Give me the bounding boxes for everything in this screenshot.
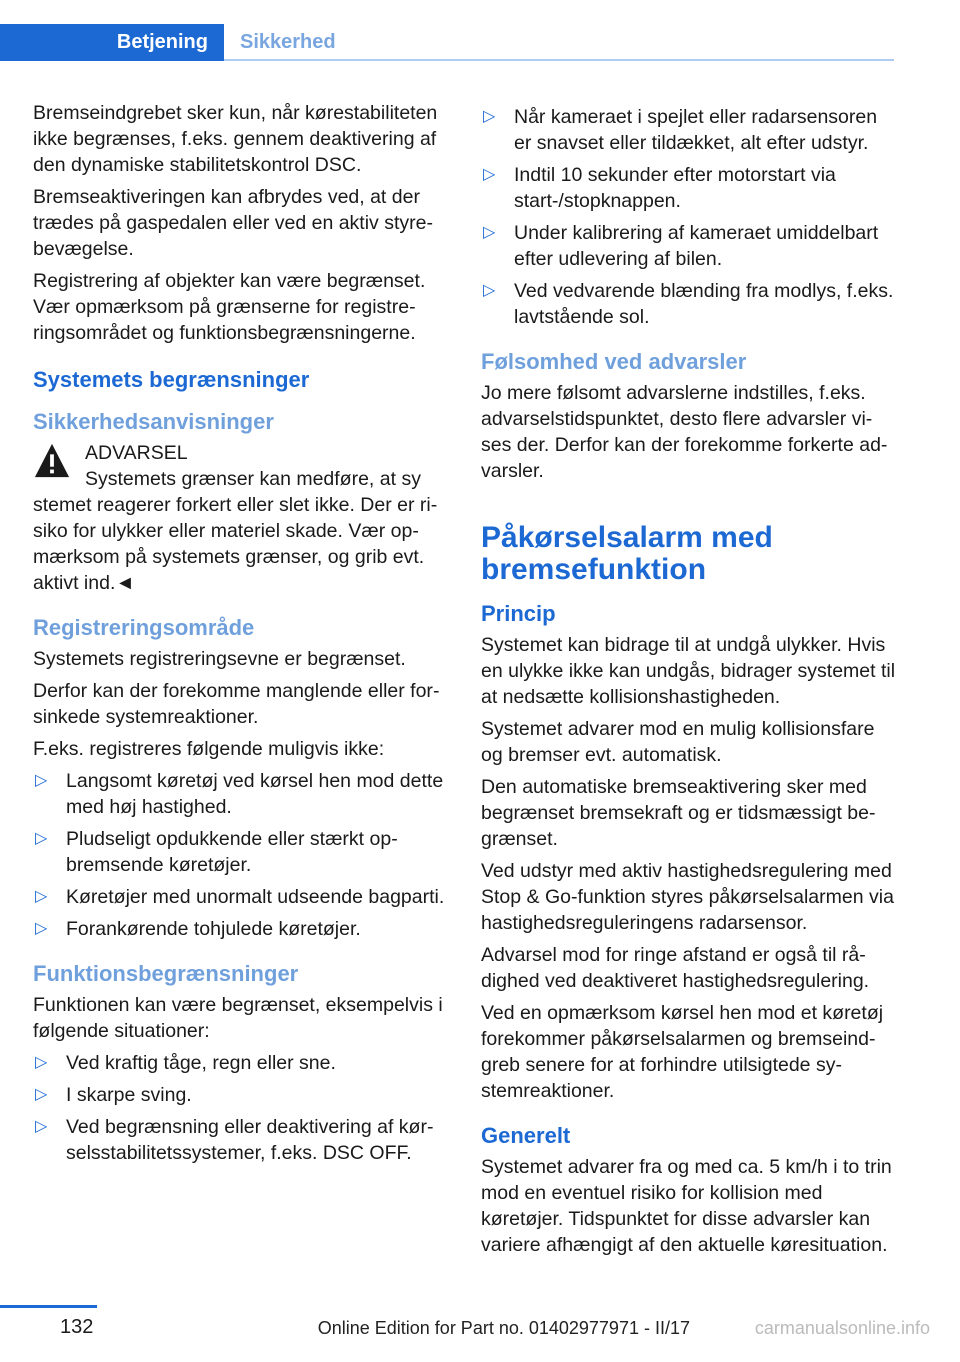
list-item: ▷ Indtil 10 sekunder efter motorstart via start-/stopknappen. bbox=[483, 164, 836, 212]
heading-range: Registreringsområde bbox=[33, 615, 255, 640]
bullet-icon: ▷ bbox=[35, 772, 48, 789]
bullet-icon: ▷ bbox=[483, 108, 496, 125]
heading-general: Generelt bbox=[481, 1123, 571, 1148]
heading-collision-warning: Påkørselsalarm med bremsefunktion bbox=[481, 521, 773, 586]
list-item: ▷ Ved begrænsning eller deaktivering af kørselsstabilitetssystemer, f.eks. DSC OFF. bbox=[35, 1116, 434, 1164]
bullet-icon: ▷ bbox=[35, 1118, 48, 1135]
paragraph: Bremseaktiveringen kan afbrydes ved, at der trædes på gaspedalen eller ved en aktiv styrebevægelse. bbox=[33, 186, 433, 260]
list-item: ▷ Forankørende tohjulede køretøjer. bbox=[35, 918, 361, 940]
bullet-icon: ▷ bbox=[483, 224, 496, 241]
header-bar bbox=[0, 24, 894, 61]
paragraph: Jo mere følsomt advarslerne indstilles, f.eks. advarselstidspunktet, desto flere advarsler vises der. Derfor kan der forekomme forkerte advarsler. bbox=[481, 382, 888, 482]
list-item: ▷ Ved kraftig tåge, regn eller sne. bbox=[35, 1052, 336, 1074]
heading-limits: Systemets begrænsninger bbox=[33, 367, 310, 392]
paragraph: Den automatiske bremseaktivering sker med begrænset bremsekraft og er tidsmæssigt begrænset. bbox=[481, 776, 876, 850]
paragraph: Systemet kan bidrage til at undgå ulykker. Hvis en ulykke ikke kan undgås, bidrager systemet til at nedsætte kollisionshastigheden. bbox=[481, 634, 896, 708]
bullet-icon: ▷ bbox=[35, 888, 48, 905]
heading-principle: Princip bbox=[481, 601, 556, 626]
edition-text: Online Edition for Part no. 01402977971 - II/17 bbox=[317, 1318, 690, 1338]
list-item: ▷ Under kalibrering af kameraet umiddelbart efter udlevering af bilen. bbox=[483, 222, 879, 270]
list-item: ▷ Når kameraet i spejlet eller radarsensoren er snavset eller tildækket, alt efter udstyr. bbox=[483, 106, 878, 154]
list-situations-cont bbox=[481, 104, 896, 330]
right-column bbox=[481, 100, 896, 1264]
heading-function: Funktionsbegrænsninger bbox=[33, 961, 299, 986]
warning-first-line: Systemets grænser kan medføre, at sy bbox=[85, 468, 421, 490]
paragraph: Bremseindgrebet sker kun, når kørestabiliteten ikke begrænses, f.eks. gennem deaktivering af den dynamiske stabilitetskontrol DSC. bbox=[33, 102, 438, 176]
list-item: ▷ Køretøjer med unormalt udseende bagparti. bbox=[35, 886, 445, 908]
list-item: ▷ Langsomt køretøj ved kørsel hen mod dette med høj hastighed. bbox=[35, 770, 444, 818]
page-number: 132 bbox=[60, 1316, 94, 1338]
header-divider bbox=[0, 59, 894, 61]
paragraph: Funktionen kan være begrænset, eksempelvis i følgende situationer: bbox=[33, 994, 443, 1042]
list-item: ▷ Ved vedvarende blænding fra modlys, f.eks. lavtstående sol. bbox=[483, 280, 894, 328]
warning-triangle-icon bbox=[33, 442, 71, 480]
warning-text: stemet reagerer forkert eller slet ikke. Der er risiko for ulykker eller materiel skade. Vær opmærksom på systemets grænser, og grib evt. aktivt ind.◄ bbox=[33, 494, 438, 594]
bullet-icon: ▷ bbox=[483, 166, 496, 183]
footer-divider bbox=[0, 1305, 97, 1308]
bullet-icon: ▷ bbox=[35, 830, 48, 847]
warning-label: ADVARSEL bbox=[85, 442, 188, 464]
paragraph: Ved udstyr med aktiv hastighedsregulering med Stop & Go-funktion styres påkørselsalarmen via hastighedsreguleringens radarsensor. bbox=[481, 860, 894, 934]
list-item: ▷ Pludseligt opdukkende eller stærkt opbremsende køretøjer. bbox=[35, 828, 398, 876]
left-column bbox=[33, 100, 453, 1174]
paragraph: Systemet advarer mod en mulig kollisionsfare og bremser evt. automatisk. bbox=[481, 718, 875, 766]
bullet-icon: ▷ bbox=[35, 1086, 48, 1103]
watermark: carmanualsonline.info bbox=[754, 1318, 930, 1338]
paragraph: Registrering af objekter kan være begrænset. Vær opmærksom på grænserne for registreringsområdet og funktionsbegrænsningerne. bbox=[33, 270, 426, 344]
heading-safety: Sikkerhedsanvisninger bbox=[33, 409, 274, 434]
list-situations bbox=[33, 1050, 453, 1166]
tab-sikkerhed[interactable]: Sikkerhed bbox=[240, 31, 336, 53]
warning-box bbox=[33, 440, 453, 596]
paragraph: Derfor kan der forekomme manglende eller forsinkede systemreaktioner. bbox=[33, 680, 440, 728]
list-item: ▷ I skarpe sving. bbox=[35, 1084, 192, 1106]
paragraph: Advarsel mod for ringe afstand er også til rådighed ved deaktiveret hastighedsregulering. bbox=[481, 944, 870, 992]
paragraph: Ved en opmærksom kørsel hen mod et køretøj forekommer påkørselsalarmen og bremseindgreb senere for at forhindre utilsigtede systemreaktioner. bbox=[481, 1002, 884, 1102]
paragraph: Systemet advarer fra og med ca. 5 km/h i to trin mod en eventuel risiko for kollision med køretøjer. Tidspunktet for disse advarsler kan variere afhængigt af den aktuelle køresituation. bbox=[481, 1156, 892, 1256]
heading-sensitivity: Følsomhed ved advarsler bbox=[481, 349, 747, 374]
tab-betjening[interactable]: Betjening bbox=[0, 24, 224, 61]
bullet-icon: ▷ bbox=[35, 1054, 48, 1071]
bullet-icon: ▷ bbox=[483, 282, 496, 299]
paragraph: F.eks. registreres følgende muligvis ikke: bbox=[33, 738, 385, 760]
list-not-detected bbox=[33, 768, 453, 942]
paragraph: Systemets registreringsevne er begrænset. bbox=[33, 648, 406, 670]
bullet-icon: ▷ bbox=[35, 920, 48, 937]
